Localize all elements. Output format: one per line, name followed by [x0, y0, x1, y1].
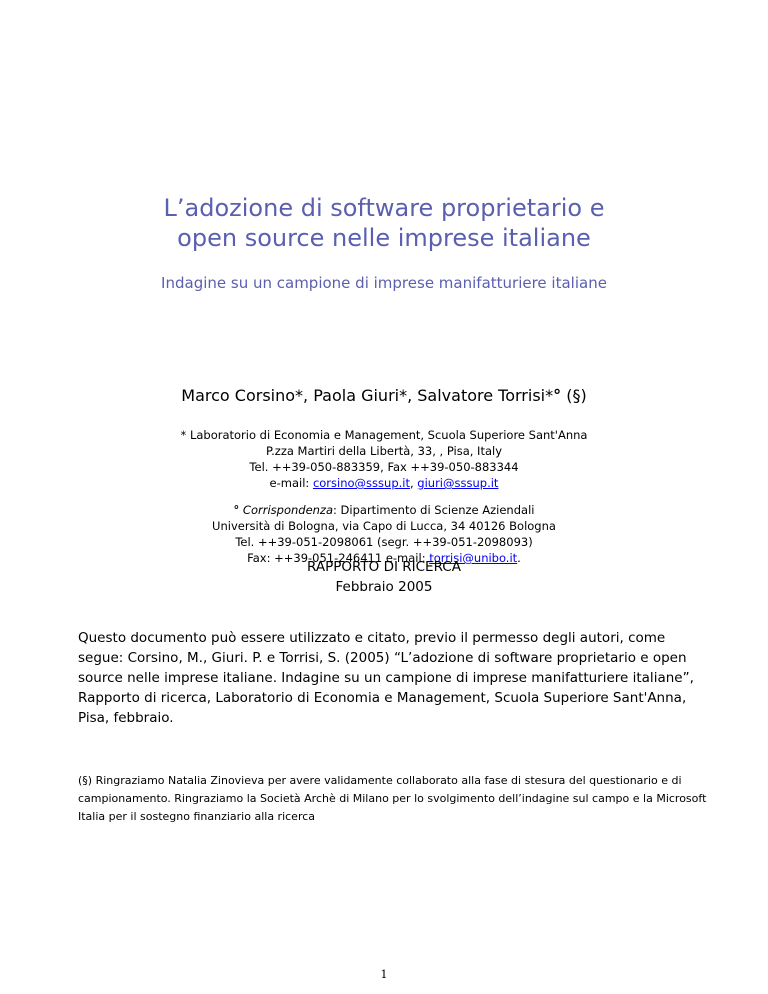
page-number: 1: [380, 968, 388, 981]
title-line-2: open source nelle imprese italiane: [177, 224, 591, 252]
affiliation-bologna-line-3: Tel. ++39-051-2098061 (segr. ++39-051-2098093): [235, 535, 533, 549]
title-line-1: L’adozione di software proprietario e: [163, 194, 605, 222]
report-type: RAPPORTO DI RICERCA: [307, 559, 461, 575]
affiliation-bologna-line-2: Università di Bologna, via Capo di Lucca, 34 40126 Bologna: [212, 519, 556, 533]
email-separator: ,: [409, 476, 418, 490]
footnote-mark: (§): [561, 386, 587, 405]
acknowledgement-note: (§) Ringraziamo Natalia Zinovieva per avere validamente collaborato alla fase di stesura del questionario e di campionamento. Ringraziamo la Società Archè di Milano per lo svolgimento dell’indagine sul campo e la Microsoft Italia per il sostegno finanziario alla ricerca: [78, 774, 707, 823]
affiliation-pisa-line-1: * Laboratorio di Economia e Management, Scuola Superiore Sant'Anna: [180, 428, 588, 442]
authors: [0, 385, 768, 407]
affiliation-pisa: [0, 427, 768, 491]
report-date: Febbraio 2005: [335, 579, 433, 595]
fax-email-prefix: Fax: ++39-051-246411 e-mail:: [247, 551, 430, 565]
email-prefix: e-mail:: [269, 476, 313, 490]
email-link-corsino[interactable]: corsino@sssup.it: [312, 476, 410, 490]
correspondence-dept: : Dipartimento di Scienze Aziendali: [333, 503, 535, 517]
correspondence-symbol: °: [233, 503, 240, 517]
affiliation-pisa-line-2: P.zza Martiri della Libertà, 33, , Pisa, Italy: [265, 444, 503, 458]
document-title: [0, 193, 768, 253]
report-info: [0, 557, 768, 597]
email-suffix: .: [517, 551, 521, 565]
affiliation-bologna-line-1: [0, 502, 768, 518]
correspondence-label: Corrispondenza: [239, 503, 334, 517]
citation-paragraph: Questo documento può essere utilizzato e citato, previo il permesso degli autori, come segue: Corsino, M., Giuri. P. e Torrisi, S. (2005) “L’adozione di software proprietario e open source nelle imprese italiane. Indagine su un campione di imprese manifatturiere italiane”, Rapporto di ricerca, Laboratorio di Economia e Management, Scuola Superiore Sant'Anna, Pisa, febbraio.: [78, 630, 694, 726]
email-link-torrisi[interactable]: torrisi@unibo.it: [429, 551, 518, 565]
affiliation-pisa-line-3: Tel. ++39-050-883359, Fax ++39-050-883344: [249, 460, 519, 474]
email-link-giuri[interactable]: giuri@sssup.it: [417, 476, 499, 490]
correspondence-mark: °: [553, 386, 562, 405]
document-subtitle: Indagine su un campione di imprese manifatturiere italiane: [161, 274, 607, 292]
author-names: Marco Corsino*, Paola Giuri*, Salvatore Torrisi*: [181, 386, 554, 405]
affiliation-pisa-email-line: [0, 475, 768, 491]
